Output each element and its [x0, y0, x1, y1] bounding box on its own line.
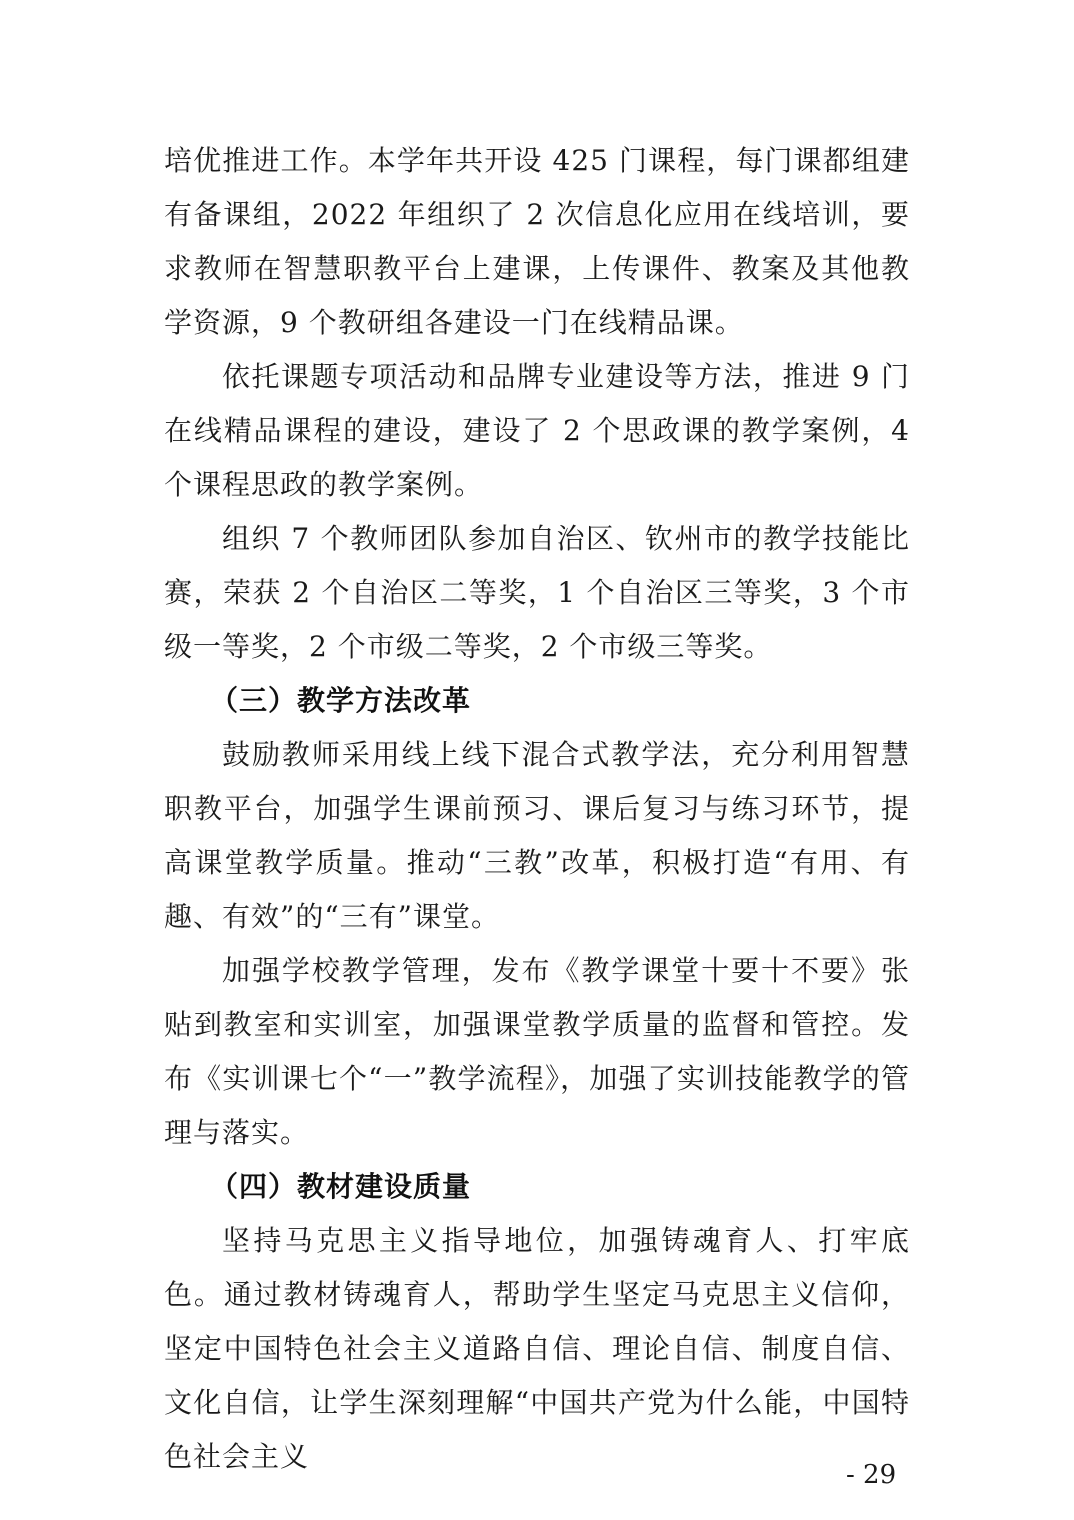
- section-heading-teaching-method-reform: （三）教学方法改革: [210, 684, 472, 717]
- page-number: - 29: [846, 1460, 897, 1490]
- body-text: [164, 134, 910, 1484]
- paragraph-online-courses: 依托课题专项活动和品牌专业建设等方法，推进 9 门在线精品课程的建设，建设了 2 个思政课的教学案例，4 个课程思政的教学案例。: [164, 360, 910, 501]
- paragraph-teaching-competition: 组织 7 个教师团队参加自治区、钦州市的教学技能比赛，荣获 2 个自治区二等奖，1 个自治区三等奖，3 个市级一等奖，2 个市级二等奖，2 个市级三等奖。: [164, 522, 910, 663]
- paragraph-teaching-management: 加强学校教学管理，发布《教学课堂十要十不要》张贴到教室和实训室，加强课堂教学质量的监督和管控。发布《实训课七个“一”教学流程》，加强了实训技能教学的管理与落实。: [164, 954, 910, 1149]
- section-heading-textbook-quality: （四）教材建设质量: [210, 1170, 472, 1203]
- paragraph-marxism-guidance: 坚持马克思主义指导地位，加强铸魂育人、打牢底色。通过教材铸魂育人，帮助学生坚定马克思主义信仰，坚定中国特色社会主义道路自信、理论自信、制度自信、文化自信，让学生深刻理解“中国共产党为什么能，中国特色社会主义: [164, 1224, 910, 1473]
- paragraph-course-development: 培优推进工作。本学年共开设 425 门课程，每门课都组建有备课组，2022 年组织了 2 次信息化应用在线培训，要求教师在智慧职教平台上建课，上传课件、教案及其他教学资源，9 个教研组各建设一门在线精品课。: [164, 144, 910, 339]
- paragraph-blended-teaching: 鼓励教师采用线上线下混合式教学法，充分利用智慧职教平台，加强学生课前预习、课后复习与练习环节，提高课堂教学质量。推动“三教”改革，积极打造“有用、有趣、有效”的“三有”课堂。: [164, 738, 910, 933]
